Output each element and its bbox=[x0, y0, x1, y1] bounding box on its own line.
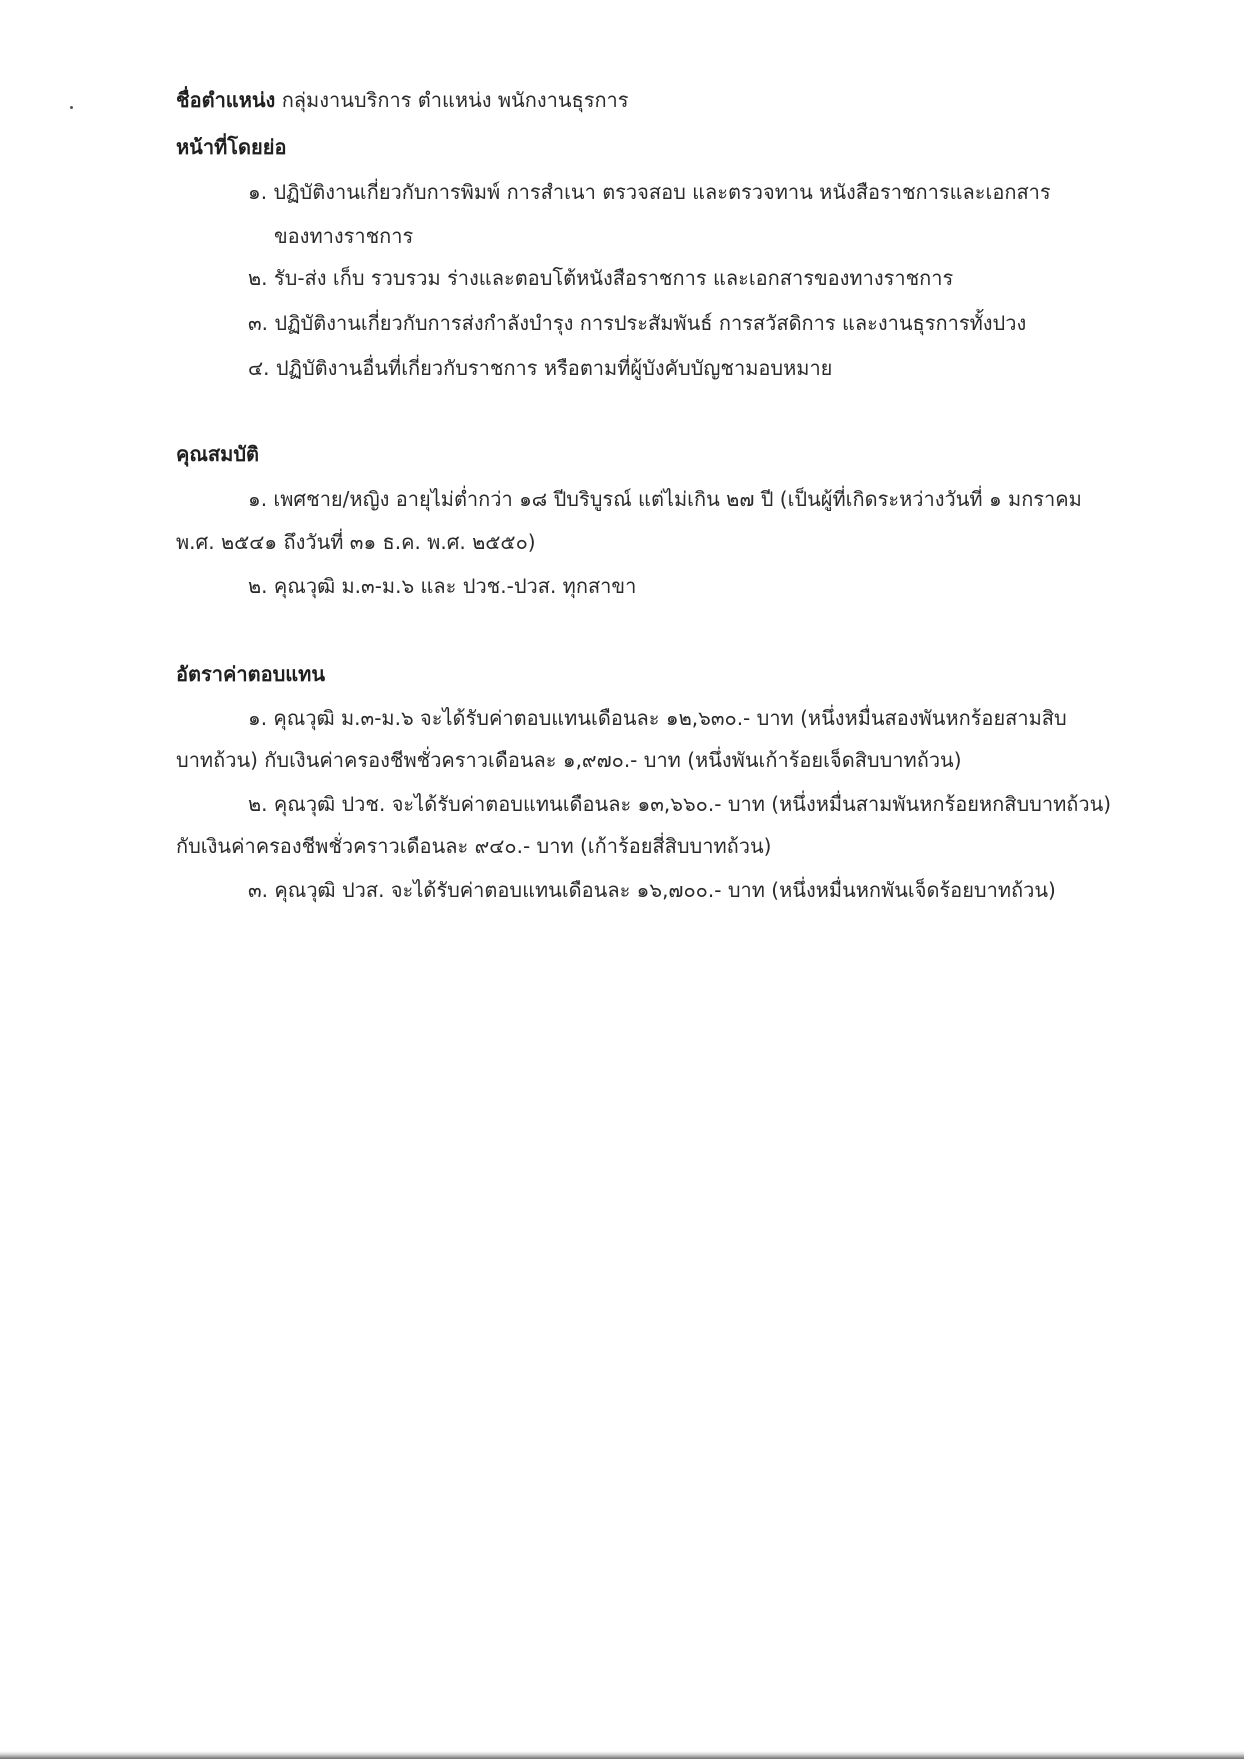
duties-heading: หน้าที่โดยย่อ bbox=[176, 135, 287, 159]
qualification-2: ๒. คุณวุฒิ ม.๓-ม.๖ และ ปวช.-ปวส. ทุกสาขา bbox=[248, 574, 637, 598]
compensation-2-continuation: กับเงินค่าครองชีพชั่วคราวเดือนละ ๙๔๐.- บาท (เก้าร้อยสี่สิบบาทถ้วน) bbox=[176, 834, 772, 858]
duty-item-1-continuation: ของทางราชการ bbox=[274, 224, 414, 248]
compensation-1: ๑. คุณวุฒิ ม.๓-ม.๖ จะได้รับค่าตอบแทนเดือนละ ๑๒,๖๓๐.- บาท (หนึ่งหมื่นสองพันหกร้อยสามสิบ bbox=[248, 706, 1067, 730]
position-value: กลุ่มงานบริการ ตำแหน่ง พนักงานธุรการ bbox=[281, 88, 629, 112]
qualifications-heading: คุณสมบัติ bbox=[176, 442, 260, 466]
duty-item-4: ๔. ปฏิบัติงานอื่นที่เกี่ยวกับราชการ หรือตามที่ผู้บังคับบัญชามอบหมาย bbox=[248, 356, 833, 380]
position-label: ชื่อตำแหน่ง bbox=[176, 88, 276, 112]
compensation-3: ๓. คุณวุฒิ ปวส. จะได้รับค่าตอบแทนเดือนละ ๑๖,๗๐๐.- บาท (หนึ่งหมื่นหกพันเจ็ดร้อยบาทถ้วน) bbox=[248, 878, 1056, 902]
duty-item-3: ๓. ปฏิบัติงานเกี่ยวกับการส่งกำลังบำรุง การประสัมพันธ์ การสวัสดิการ และงานธุรการทั้งปวง bbox=[248, 311, 1027, 335]
qualification-1-continuation: พ.ศ. ๒๕๔๑ ถึงวันที่ ๓๑ ธ.ค. พ.ศ. ๒๕๕๐) bbox=[176, 530, 536, 554]
duty-item-1: ๑. ปฏิบัติงานเกี่ยวกับการพิมพ์ การสำเนา ตรวจสอบ และตรวจทาน หนังสือราชการและเอกสาร bbox=[248, 180, 1051, 204]
compensation-2: ๒. คุณวุฒิ ปวช. จะได้รับค่าตอบแทนเดือนละ ๑๓,๖๖๐.- บาท (หนึ่งหมื่นสามพันหกร้อยหกสิบบาทถ้วน) bbox=[248, 792, 1112, 816]
duty-item-2: ๒. รับ-ส่ง เก็บ รวบรวม ร่างและตอบโต้หนังสือราชการ และเอกสารของทางราชการ bbox=[248, 266, 954, 290]
qualification-1: ๑. เพศชาย/หญิง อายุไม่ต่ำกว่า ๑๘ ปีบริบูรณ์ แต่ไม่เกิน ๒๗ ปี (เป็นผู้ที่เกิดระหว่างวันที่ ๑ มกราคม bbox=[248, 487, 1082, 511]
scan-speck bbox=[70, 106, 73, 109]
compensation-heading: อัตราค่าตอบแทน bbox=[176, 662, 326, 686]
position-line bbox=[176, 86, 629, 114]
scan-bottom-edge bbox=[0, 1751, 1244, 1759]
compensation-1-continuation: บาทถ้วน) กับเงินค่าครองชีพชั่วคราวเดือนละ ๑,๙๗๐.- บาท (หนึ่งพันเก้าร้อยเจ็ดสิบบาทถ้วน) bbox=[176, 748, 962, 772]
